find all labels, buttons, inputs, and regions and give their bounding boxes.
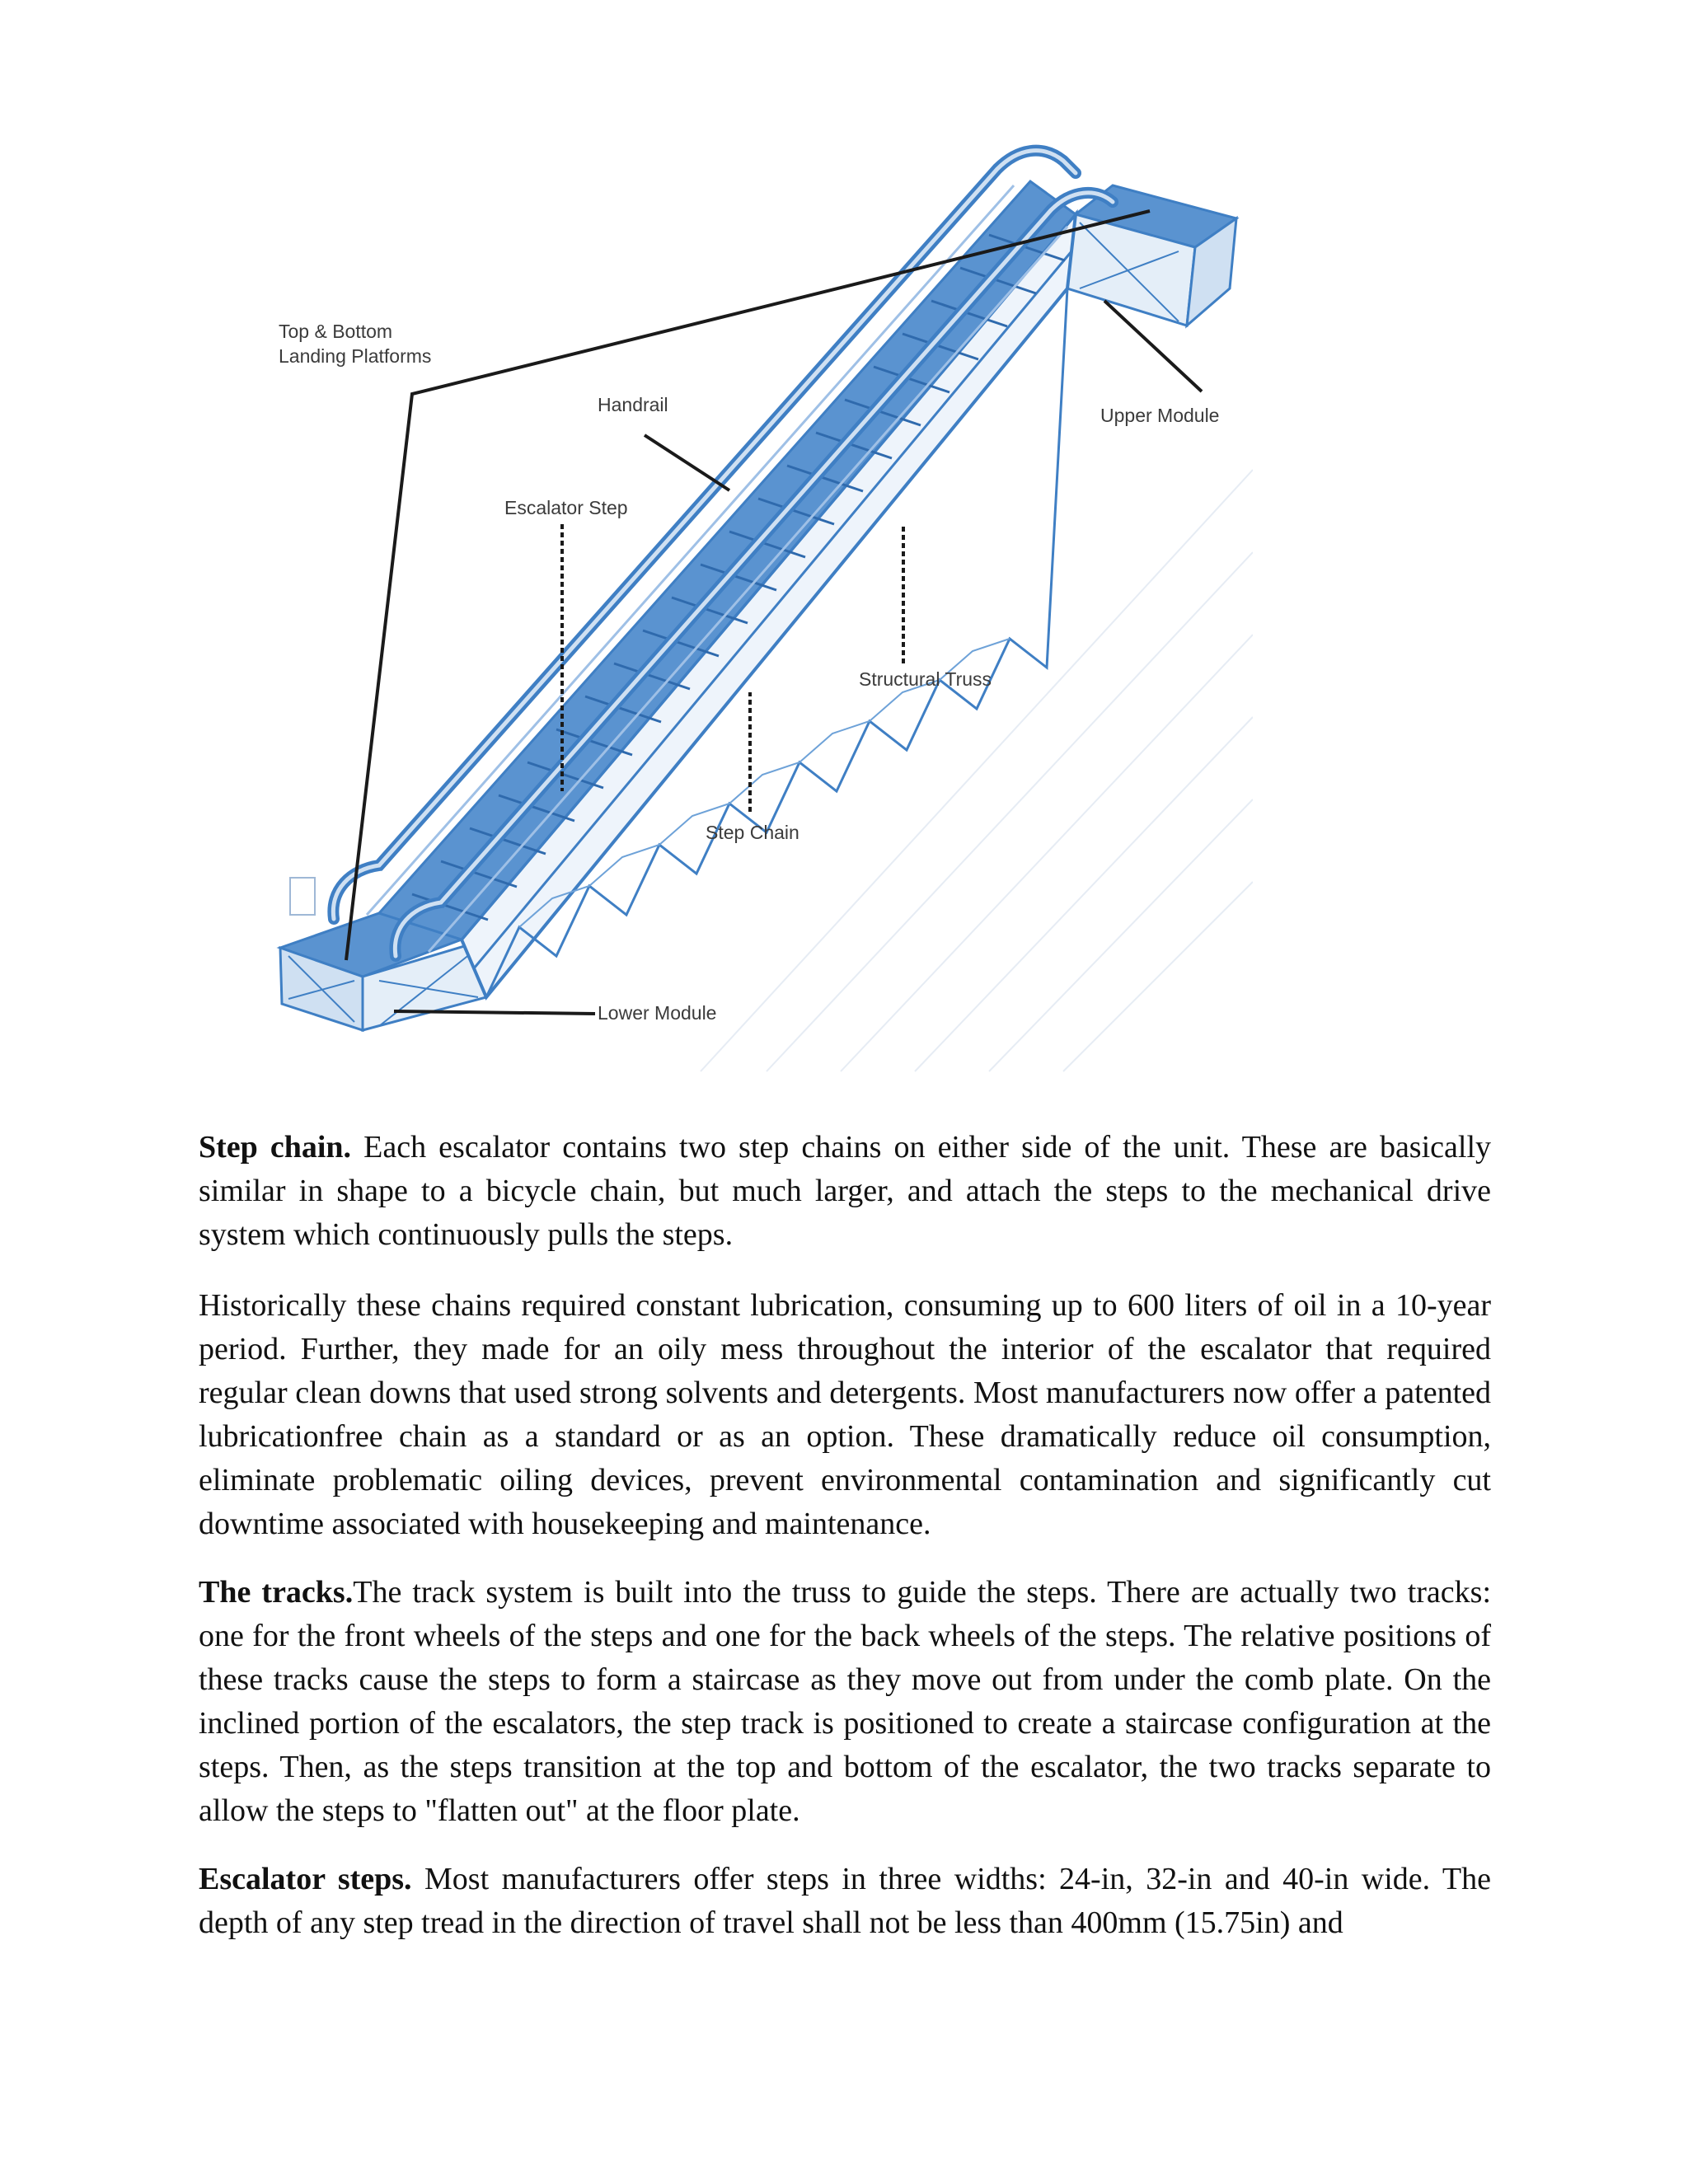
label-landing-line2: Landing Platforms xyxy=(279,345,432,367)
paragraph-heading: The tracks. xyxy=(199,1575,354,1610)
escalator-illustration xyxy=(272,124,1253,1084)
label-upper-module: Upper Module xyxy=(1100,405,1220,426)
upper-module xyxy=(1067,185,1236,326)
label-escalator-step: Escalator Step xyxy=(504,497,628,518)
label-step-chain: Step Chain xyxy=(706,822,799,843)
paragraph-text: Each escalator contains two step chains on either side of the unit. These are basically similar in shape to a bicycle chain, but much larger, and attach the steps to the mechanical drive system which continuously pulls the steps. xyxy=(199,1130,1491,1252)
label-structural-truss: Structural Truss xyxy=(859,668,992,690)
structural-truss xyxy=(462,214,1076,997)
paragraph-tracks xyxy=(199,1571,1491,1833)
paragraph-heading: Escalator steps. xyxy=(199,1862,412,1896)
leader-handrail xyxy=(645,435,729,490)
label-handrail: Handrail xyxy=(598,394,668,415)
paragraph-step-chain xyxy=(199,1126,1491,1257)
paragraph-text: The track system is built into the truss to guide the steps. There are actually two tracks: one for the front wheels of the steps and one for the back wheels of the steps. The relative positions of these tracks cause the steps to form a staircase as they move out from under the comb plate. On the inclined portion of the escalators, the step track is positioned to create a staircase configuration at the steps. Then, as the steps transition at the top and bottom of the escalator, the two tracks separate to allow the steps to "flatten out" at the floor plate. xyxy=(199,1575,1491,1828)
paragraph-lubrication xyxy=(199,1284,1491,1546)
paragraph-escalator-steps xyxy=(199,1858,1491,1945)
escalator-diagram xyxy=(272,124,1253,1084)
label-landing-line1: Top & Bottom xyxy=(279,321,393,342)
paragraph-text: Historically these chains required constant lubrication, consuming up to 600 liters of oil in a 10-year period. Further, they made for an oily mess throughout the interior of the escalator that required regular clean downs that used strong solvents and detergents. Most manufacturers now offer a patented lubricationfree chain as a standard or as an option. These dramatically reduce oil consumption, eliminate problematic oiling devices, prevent environmental contamination and significantly cut downtime associated with housekeeping and maintenance. xyxy=(199,1288,1491,1541)
label-lower-module: Lower Module xyxy=(598,1002,717,1024)
paragraph-heading: Step chain. xyxy=(199,1130,352,1165)
paragraph-text: Most manufacturers offer steps in three widths: 24-in, 32-in and 40-in wide. The depth of any step tread in the direction of travel shall not be less than 400mm (15.75in) and xyxy=(199,1862,1491,1940)
